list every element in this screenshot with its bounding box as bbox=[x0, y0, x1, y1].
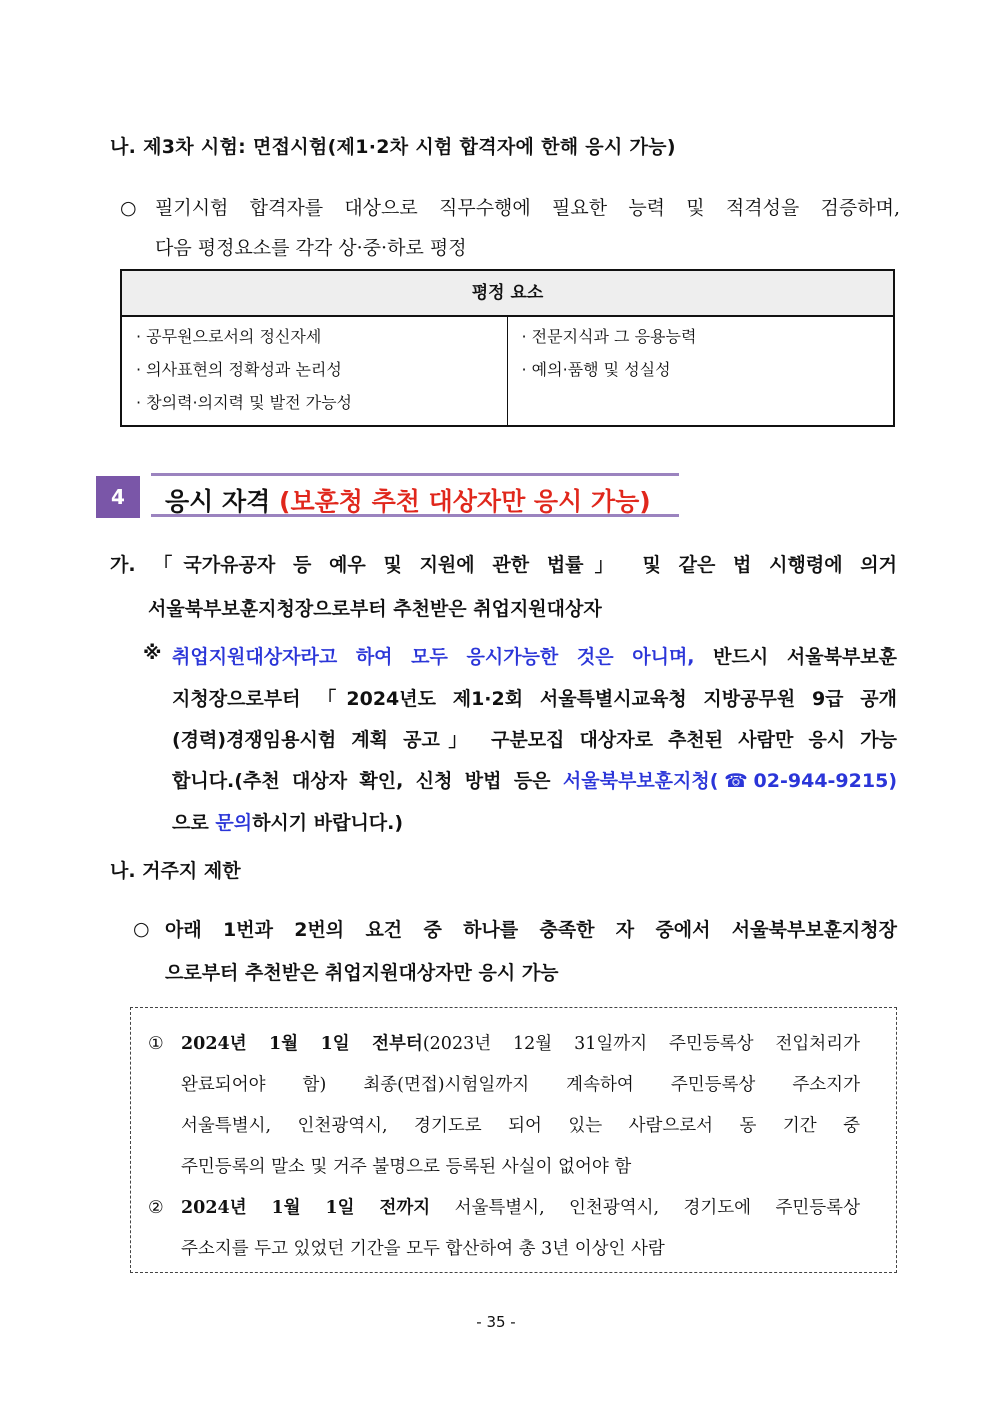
note-text: 합니다.(추천 대상자 확인, 신청 방법 등은 bbox=[172, 770, 551, 792]
section-3rd-exam-bullet bbox=[120, 188, 900, 268]
evaluation-table bbox=[120, 269, 895, 427]
conditions-box bbox=[130, 1007, 897, 1273]
bullet-line-2: 다음 평정요소를 각각 상·중·하로 평정 bbox=[155, 237, 467, 259]
page-number: - 35 - bbox=[476, 1313, 516, 1331]
table-item: · 의사표현의 정확성과 논리성 bbox=[136, 360, 342, 379]
table-header: 평정 요소 bbox=[122, 271, 893, 317]
residence-line-1: 아래 1번과 2번의 요건 중 하나를 충족한 자 중에서 서울북부보훈지청장 bbox=[165, 919, 897, 941]
table-column-left bbox=[122, 317, 508, 425]
section-title-bar bbox=[151, 473, 679, 517]
note-line-4 bbox=[172, 766, 897, 793]
ga-paragraph-line-2: 서울북부보훈지청장으로부터 추천받은 취업지원대상자 bbox=[148, 598, 602, 620]
ga-paragraph-line-1: 가. 「국가유공자 등 예우 및 지원에 관한 법률」 및 같은 법 시행령에 의거 bbox=[110, 554, 897, 576]
condition-1-line-4: 주민등록의 말소 및 거주 불명으로 등록된 사실이 없어야 함 bbox=[181, 1157, 632, 1177]
condition-2-line-2: 주소지를 두고 있었던 기간을 모두 합산하여 총 3년 이상인 사람 bbox=[181, 1239, 665, 1259]
residence-heading: 나. 거주지 제한 bbox=[110, 860, 241, 882]
condition-1-line-2: 완료되어야 함) 최종(면접)시험일까지 계속하여 주민등록상 주소지가 bbox=[181, 1075, 860, 1095]
note-text: 하시기 바랍니다.) bbox=[252, 812, 404, 834]
circled-two-icon: ② bbox=[148, 1198, 164, 1218]
contact-office: 서울북부보훈지청(☎02-944-9215) bbox=[562, 770, 897, 792]
note-line-2: 지청장으로부터 「2024년도 제1·2회 서울특별시교육청 지방공무원 9급 공개 bbox=[172, 688, 897, 710]
condition-1-line-3: 서울특별시, 인천광역시, 경기도로 되어 있는 사람으로서 동 기간 중 bbox=[181, 1116, 860, 1136]
circle-bullet-icon: ○ bbox=[120, 197, 137, 219]
note-line-5 bbox=[172, 808, 403, 835]
condition-1 bbox=[148, 1024, 860, 1188]
note-emphasis: 취업지원대상자라고 하여 모두 응시가능한 것은 아니며, bbox=[172, 646, 695, 668]
note-line-3: (경력)경쟁임용시험 계획 공고」 구분모집 대상자로 추천된 사람만 응시 가능 bbox=[172, 729, 897, 751]
condition-2-date: 2024년 1월 1일 전까지 bbox=[181, 1198, 431, 1218]
condition-1-date: 2024년 1월 1일 전부터 bbox=[181, 1034, 423, 1054]
circle-bullet-icon: ○ bbox=[133, 918, 150, 940]
table-item: · 전문지식과 그 응용능력 bbox=[521, 327, 697, 346]
section-number-badge: 4 bbox=[96, 476, 140, 518]
condition-1-text: (2023년 12월 31일까지 주민등록상 전입처리가 bbox=[422, 1034, 860, 1054]
note-text: 으로 bbox=[172, 812, 209, 834]
table-item: · 예의·품행 및 성실성 bbox=[521, 360, 671, 379]
section-3rd-exam-heading: 나. 제3차 시험: 면접시험(제1·2차 시험 합격자에 한해 응시 가능) bbox=[110, 136, 676, 158]
table-column-right bbox=[508, 317, 894, 425]
table-item: · 공무원으로서의 정신자세 bbox=[136, 327, 322, 346]
table-item: · 창의력·의지력 및 발전 가능성 bbox=[136, 393, 352, 412]
note-mark-icon: ※ bbox=[143, 642, 162, 664]
note-text: 반드시 서울북부보훈 bbox=[713, 646, 897, 668]
condition-2-text: 서울특별시, 인천광역시, 경기도에 주민등록상 bbox=[454, 1198, 860, 1218]
inquiry-text: 문의 bbox=[215, 812, 253, 834]
section-title: 응시 자격 bbox=[165, 487, 271, 516]
note-line-1 bbox=[172, 642, 897, 669]
residence-line-2: 으로부터 추천받은 취업지원대상자만 응시 가능 bbox=[165, 962, 559, 984]
condition-2 bbox=[148, 1188, 860, 1270]
circled-one-icon: ① bbox=[148, 1034, 164, 1054]
section-title-highlight: (보훈청 추천 대상자만 응시 가능) bbox=[279, 487, 651, 516]
bullet-line-1: 필기시험 합격자를 대상으로 직무수행에 필요한 능력 및 적격성을 검증하며, bbox=[155, 197, 900, 219]
